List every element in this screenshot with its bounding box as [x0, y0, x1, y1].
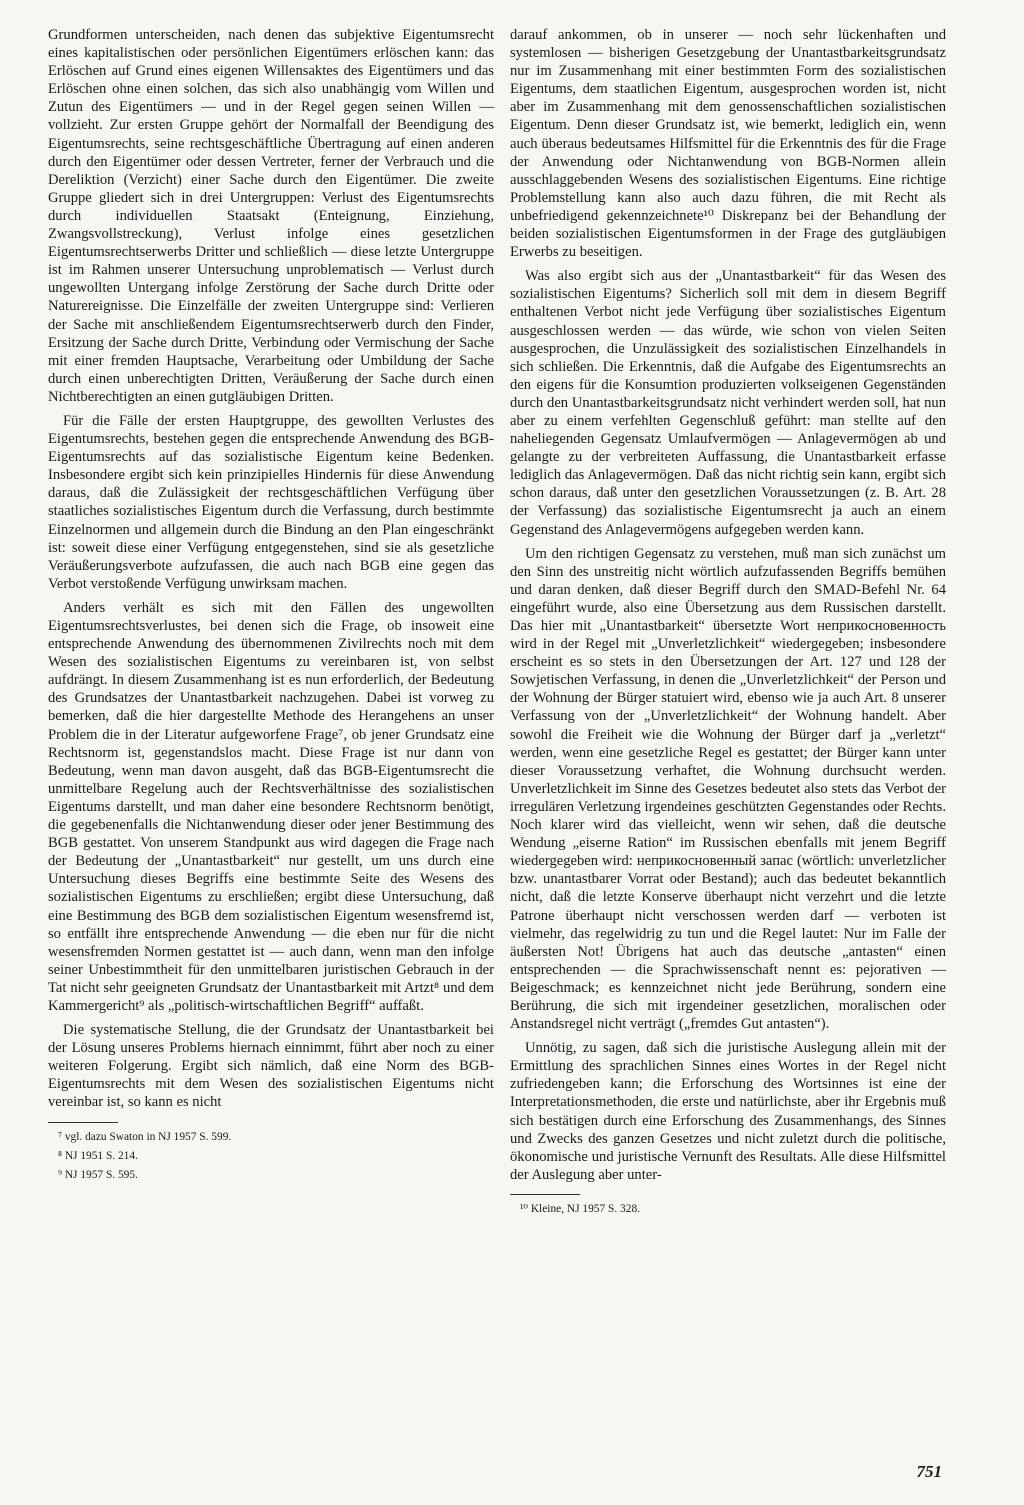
- paragraph: Anders verhält es sich mit den Fällen des ungewollten Eigentumsrechtsverlustes, bei denen sich die Frage, ob insoweit eine entsprechende Anwendung des übernommenen Zivilrechts noch mit dem Wesen des sozialistischen Eigentums zu vereinbaren ist, von selbst aufdrängt. In diesem Zusammenhang ist es nun erforderlich, der Bedeutung des Grundsatzes der Unantastbarkeit nachzugehen. Dabei ist vorweg zu bemerken, daß die hier dargestellte Methode des Herangehens an unser Problem die in der Literatur aufgeworfene Frage⁷, ob jener Grundsatz eine Rechtsnorm ist, gegenstandslos macht. Diese Frage ist nur dann von Bedeutung, wenn man davon ausgeht, daß das BGB-Eigentumsrecht die unmittelbare Regelung auch der Rechtsverhältnisse des sozialistischen Eigentums darstellt, und man daher eine besondere Rechtsnorm benötigt, die gegebenenfalls die Nichtanwendung dieser oder jener Bestimmung des BGB gestattet. Von unserem Standpunkt aus wird dagegen die Frage nach der Bedeutung der „Unantastbarkeit“ nur gestellt, um uns durch eine Untersuchung dieses Begriffs eine bestimmte Seite des Wesens des sozialistischen Eigentums zu erschließen; ergibt diese Untersuchung, daß eine Bestimmung des BGB dem sozialistischen Eigentum wesensfremd ist, so entfällt ihre entsprechende Anwendung — die eben nur für die nicht wesensfremden Normen gestattet ist — auch dann, wenn man den infolge seiner Unbestimmtheit für den unmittelbaren juristischen Gebrauch in der Tat nicht sehr geeigneten Grundsatz der Unantastbarkeit mit Artzt⁸ und dem Kammergericht⁹ als „politisch-wirtschaftlichen Begriff“ auffaßt.: [48, 599, 494, 1014]
- footnotes-right: [510, 1201, 946, 1218]
- paragraph: Was also ergibt sich aus der „Unantastbarkeit“ für das Wesen des sozialistischen Eigentums? Sicherlich soll mit dem in diesem Begriff enthaltenen Verbot nicht jede Verfügung über sozialistisches Eigentum ausgeschlossen werden — das würde, wie schon von vielen Seiten ausgesprochen, die Unzulässigkeit des sozialistischen Einzelhandels in sich schließen. Die Erkenntnis, daß die Aufgabe des Eigentumsrechts an den eigens für die Konsumtion produzierten volkseigenen Gegenständen durch den Unantastbarkeitsgrundsatz nicht verhindert werden soll, hat nun aber zu einem verfehlten Gegenschluß geführt: man stellte auf den naheliegenden Gegensatz Umlaufvermögen — Anlagevermögen ab und gelangte zu der verbreiteten Auffassung, die Unantastbarkeit erfasse lediglich das Anlagevermögen. Daß das nicht richtig sein kann, ergibt sich schon daraus, daß unter den gesetzlichen Voraussetzungen (z. B. Art. 28 der Verfassung) das sozialistische Eigentumsrecht ja auch an einem Gegenstand des Anlagevermögens aufgegeben werden kann.: [510, 268, 946, 538]
- footnote: ¹⁰ Kleine, NJ 1957 S. 328.: [520, 1202, 640, 1215]
- paragraph: Die systematische Stellung, die der Grundsatz der Unantastbarkeit bei der Lösung unseres Problems hiernach einnimmt, führt aber noch zu einer weiteren Folgerung. Ergibt sich nämlich, daß eine Norm des BGB-Eigentumsrechts mit dem Wesen des sozialistischen Eigentums nicht vereinbar ist, so kann es nicht: [48, 1022, 494, 1111]
- paragraph: Unnötig, zu sagen, daß sich die juristische Auslegung allein mit der Ermittlung des sprachlichen Sinnes eines Wortes in der Regel nicht zufriedengeben kann; die Erforschung des Wortsinnes ist eine der Interpretationsmethoden, die erste und natürlichste, aber ihr Ergebnis muß sich bestätigen durch eine Erforschung des Zusammenhangs, des Sinnes und Zwecks des ganzen Gesetzes und nicht zuletzt durch die politische, ökonomische und juristische Vernunft des Resultats. Alle diese Hilfsmittel der Auslegung aber unter-: [510, 1040, 946, 1183]
- paragraph: Um den richtigen Gegensatz zu verstehen, muß man sich zunächst um den Sinn des unstreitig nicht wörtlich aufzufassenden Begriffs bemühen und daran denken, daß dieser Begriff durch den SMAD-Befehl Nr. 64 eingeführt wurde, also eine Übersetzung aus dem Russischen darstellt. Das hier mit „Unantastbarkeit“ übersetzte Wort неприкосновенность wird in der Regel mit „Unverletzlichkeit“ wiedergegeben; insbesondere erscheint es so stets in den Übersetzungen der Art. 127 und 128 der Sowjetischen Verfassung, in denen die „Unverletzlichkeit“ der Person und der Wohnung der Bürger statuiert wird, ebenso wie ja auch Art. 8 unserer Verfassung von der „Unverletzlichkeit“ der Wohnung handelt. Aber sowohl die Freiheit wie die Wohnung der Bürger darf ja „verletzt“ werden, wenn eine gesetzliche Regel es gestattet; der Bürger kann unter dieser Voraussetzung verhaftet, die Wohnung durchsucht werden. Unverletzlichkeit im Sinne des Gesetzes bedeutet also stets das Verbot der irregulären Verletzung irgendeines geschützten Gegenstandes oder Rechts. Noch klarer wird das vielleicht, wenn wir sehen, daß die deutsche Wendung „eiserne Ration“ im Russischen ebenfalls mit jenem Begriff wiedergegeben wird: неприкосновенный запас (wörtlich: unverletzlicher bzw. unantastbarer Vorrat oder Bestand); auch das bedeutet bekanntlich nicht, daß die letzte Konserve überhaupt nicht verzehrt und die letzte Patrone überhaupt nicht verschossen werden darf — verboten ist vielmehr, das regelwidrig zu tun und die Regel lautet: Nur im Falle der äußersten Not! Übrigens hat auch das deutsche „antasten“ einen entsprechenden — die Sprachwissenschaft nennt es: pejorativen — Beigeschmack; es kennzeichnet nicht jede Berührung, sondern eine Berührung, die sich mit irgendeiner gesetzlichen, moralischen oder Anstandsregel nicht verträgt („fremdes Gut antasten“).: [510, 545, 946, 1033]
- left-column: [48, 26, 494, 1186]
- right-column: [510, 26, 946, 1220]
- paragraph: Für die Fälle der ersten Hauptgruppe, des gewollten Verlustes des Eigentumsrechts, bestehen gegen die entsprechende Anwendung des BGB-Eigentumsrechts auf das sozialistische Eigentum keine Bedenken. Insbesondere ergibt sich kein prinzipielles Hindernis für diese Anwendung daraus, daß die Zulässigkeit der rechtsgeschäftlichen Verfügung über staatliches sozialistisches Eigentum durch die Verfassung, durch bestimmte Einzelnormen und allgemein durch die Bindung an den Plan eingeschränkt ist: soweit diese einer Verfügung entgegenstehen, sind sie als gesetzliche Veräußerungsverbote aufzufassen, die auch nach BGB eine gegen das Verbot verstoßende Verfügung unwirksam machen.: [48, 412, 494, 592]
- footnotes-left: [48, 1129, 494, 1184]
- footnote: ⁷ vgl. dazu Swaton in NJ 1957 S. 599.: [58, 1130, 232, 1143]
- footnote-separator: [510, 1194, 580, 1195]
- footnote-separator: [48, 1122, 118, 1123]
- footnote: ⁸ NJ 1951 S. 214.: [58, 1149, 138, 1162]
- page-number: 751: [916, 1462, 942, 1481]
- paragraph: darauf ankommen, ob in unserer — noch sehr lückenhaften und systemlosen — bisherigen Gesetzgebung der Unantastbarkeitsgrundsatz nur im Zusammenhang mit einer bestimmten Form des sozialistischen Eigentums, dem staatlichen Eigentum, ausgesprochen worden ist, nicht aber im Zusammenhang mit dem genossenschaftlichen sozialistischen Eigentum. Denn dieser Grundsatz ist, wie bemerkt, lediglich ein, wenn auch überaus bedeutsames Hilfsmittel für die Erkenntnis des für die Frage der Anwendung oder Nichtanwendung von BGB-Normen allein ausschlaggebenden Wesens des sozialistischen Eigentums. Eine richtige Problemstellung kann also auch dazu führen, die mit Recht als unbefriedigend gekennzeichnete¹⁰ Diskrepanz bei der Behandlung der beiden sozialistischen Eigentumsformen in der Frage des gutgläubigen Erwerbs zu beseitigen.: [510, 27, 946, 261]
- paragraph: Grundformen unterscheiden, nach denen das subjektive Eigentumsrecht eines kapitalistischen oder persönlichen Eigentümers erlöschen kann: das Erlöschen auf Grund eines eigenen Willensaktes des Eigentümers und das Erlöschen ohne einen solchen, das sich also unabhängig vom Willen und Zutun des Eigentümers — und in der Regel gegen seinen Willen — vollzieht. Zur ersten Gruppe gehört der Normalfall der Beendigung des Eigentumsrechts, seine rechtsgeschäftliche Übertragung auf einen anderen durch den Eigentümer oder dessen Vertreter, ferner der Verbrauch und die Dereliktion (Verzicht) einer Sache durch den Eigentümer. Die zweite Gruppe gliedert sich in drei Untergruppen: Verlust des Eigentumsrechts durch individuellen Staatsakt (Enteignung, Einziehung, Zwangsvollstreckung), Verlust infolge eines gesetzlichen Eigentumsrechtserwerbs Dritter und schließlich — diese letzte Untergruppe ist im Rahmen unserer Untersuchung unproblematisch — Verlust durch ungewollten Untergang infolge Zerstörung der Sache durch Dritte oder Naturereignisse. Die Einzelfälle der zweiten Untergruppe sind: Verlieren der Sache mit anschließendem Eigentumsrechtserwerb durch den Finder, Ersitzung der Sache durch Dritte, Verbindung oder Vermischung der Sache mit einer fremden Hauptsache, Verarbeitung oder Umbildung der Sache durch einen unberechtigten Dritten, Veräußerung der Sache durch einen Nichtberechtigten an einen gutgläubigen Dritten.: [48, 27, 494, 405]
- footnote: ⁹ NJ 1957 S. 595.: [58, 1168, 138, 1181]
